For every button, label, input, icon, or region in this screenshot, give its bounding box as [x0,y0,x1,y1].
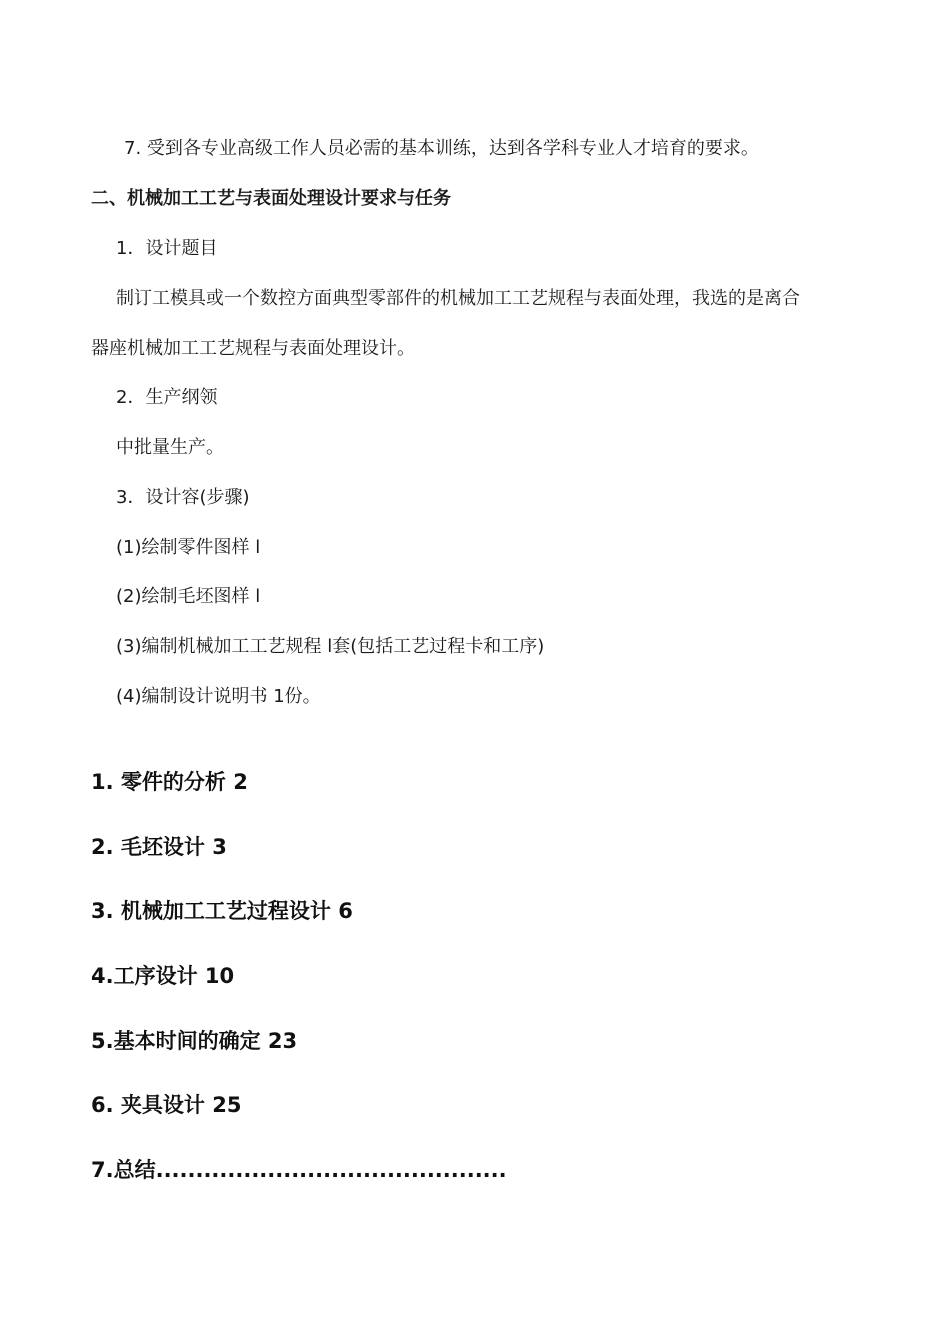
body-line-production-type: 中批量生产。 [116,437,224,458]
list-item-specification: (4)编制设计说明书 1份。 [116,686,321,707]
subheading-design-content: 3．设计容(步骤) [116,487,250,508]
toc-entry-part-analysis: 1. 零件的分析 2 [91,770,248,794]
body-line-topic-continuation: 器座机械加工工艺规程与表面处理设计。 [91,338,415,359]
toc-entry-blank-design: 2. 毛坯设计 3 [91,835,227,859]
body-line-training: 7. 受到各专业高级工作人员必需的基本训练，达到各学科专业人才培育的要求。 [124,138,759,159]
toc-entry-process-design: 3. 机械加工工艺过程设计 6 [91,899,353,923]
toc-entry-summary: 7.总结............................................ [91,1158,507,1182]
toc-entry-fixture-design: 6. 夹具设计 25 [91,1093,242,1117]
list-item-process-plan: (3)编制机械加工工艺规程 l套(包括工艺过程卡和工序) [116,636,545,657]
toc-entry-basic-time: 5.基本时间的确定 23 [91,1029,298,1053]
toc-entry-operation-design: 4.工序设计 10 [91,964,235,988]
body-line-topic-description: 制订工模具或一个数控方面典型零部件的机械加工工艺规程与表面处理，我选的是离合 [116,288,800,309]
list-item-blank-drawing: (2)绘制毛坯图样 l [116,586,261,607]
section-heading-requirements: 二、机械加工工艺与表面处理设计要求与任务 [91,188,451,209]
subheading-design-topic: 1．设计题目 [116,238,218,259]
subheading-production-program: 2．生产纲领 [116,387,218,408]
list-item-part-drawing: (1)绘制零件图样 l [116,537,261,558]
